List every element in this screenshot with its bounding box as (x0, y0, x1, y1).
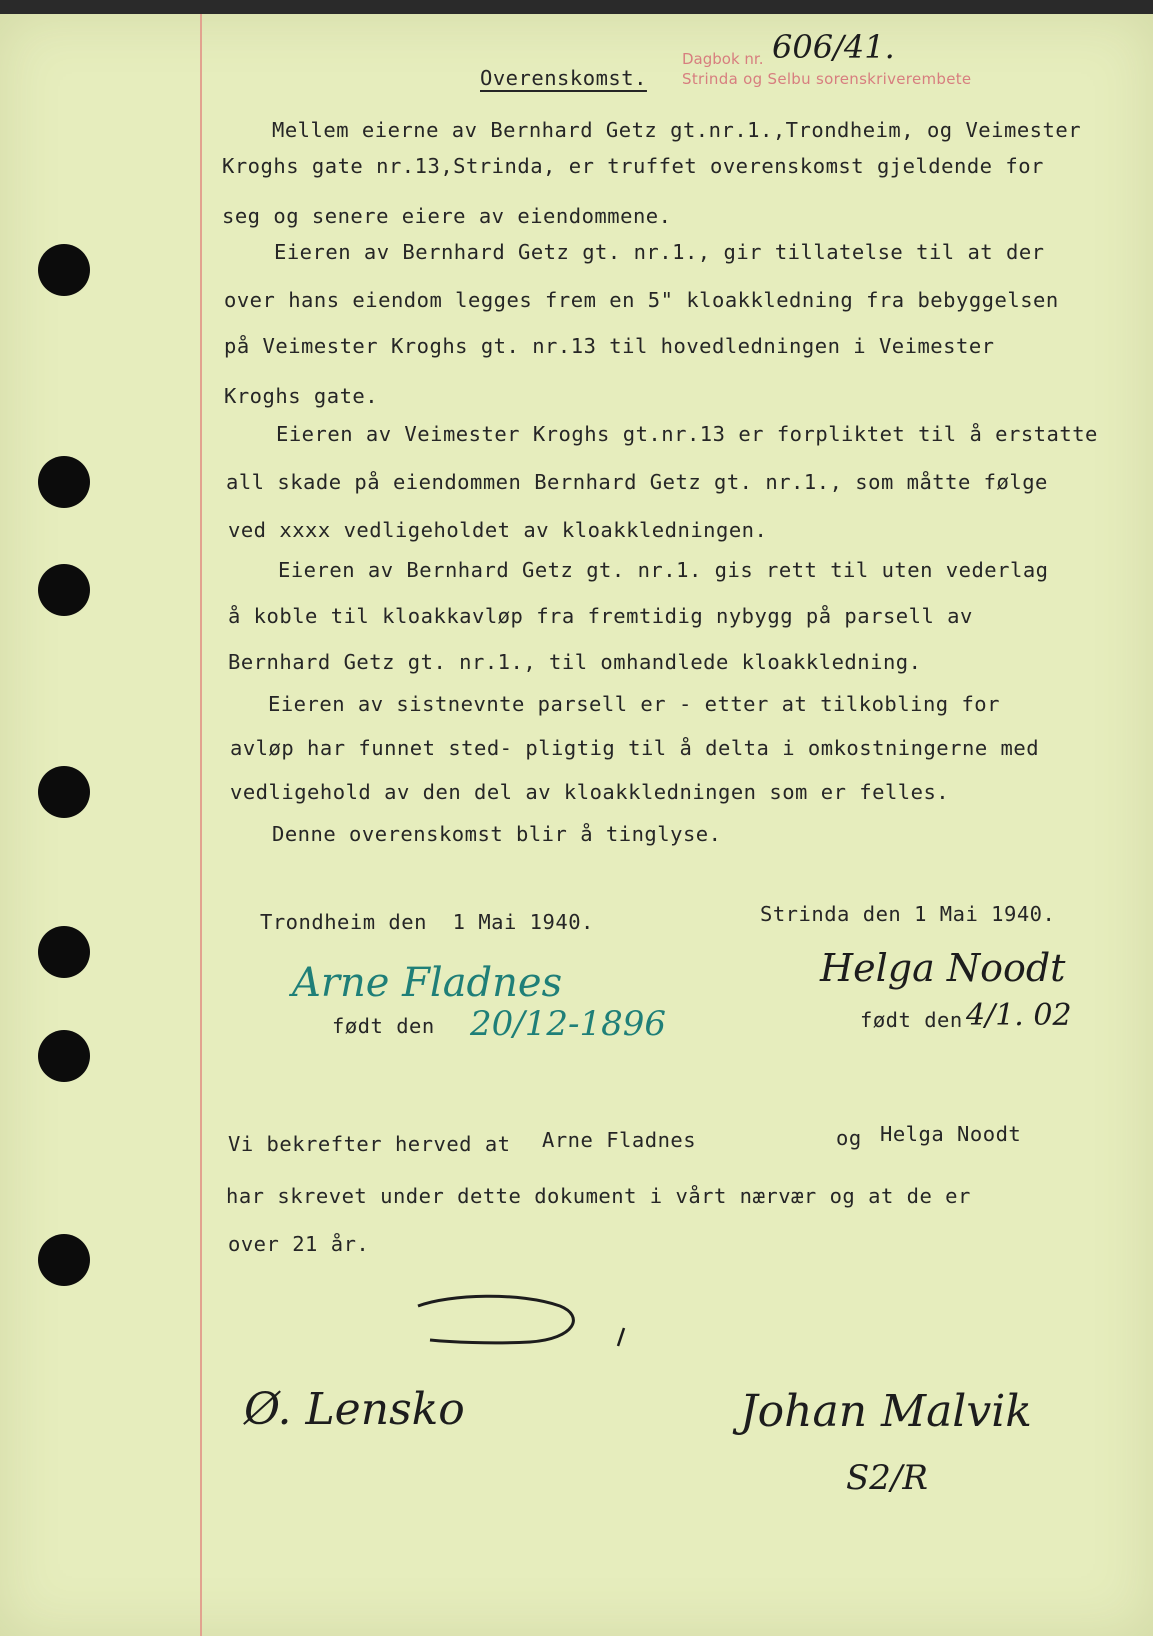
registry-stamp-label: Dagbok nr. (682, 50, 764, 68)
body-line: avløp har funnet sted- pligtig til å delta i omkostningerne med (230, 736, 1040, 760)
confirm-line-2: har skrevet under dette dokument i vårt nærvær og at de er (226, 1184, 971, 1208)
body-line: Kroghs gate nr.13,Strinda, er truffet overenskomst gjeldende for (222, 154, 1044, 178)
registry-number: 606/41. (772, 28, 895, 66)
body-line: ved xxxx vedligeholdet av kloakkledningen. (228, 518, 768, 542)
body-line: Denne overenskomst blir å tinglyse. (272, 822, 722, 846)
body-line: Eieren av Veimester Kroghs gt.nr.13 er forpliktet til å erstatte (276, 422, 1098, 446)
punch-hole (38, 244, 90, 296)
body-line: Eieren av Bernhard Getz gt. nr.1. gis rett til uten vederlag (278, 558, 1049, 582)
confirm-line-1a: Vi bekrefter herved at (228, 1132, 511, 1156)
signature-right: Helga Noodt (820, 946, 1066, 990)
witness-note: S2/R (846, 1458, 928, 1498)
confirm-og: og (836, 1126, 862, 1150)
punch-hole (38, 1030, 90, 1082)
born-date-right: 4/1. 02 (966, 998, 1072, 1033)
body-line: Eieren av sistnevnte parsell er - etter at tilkobling for (268, 692, 1000, 716)
body-line: all skade på eiendommen Bernhard Getz gt. nr.1., som måtte følge (226, 470, 1048, 494)
born-label-right: født den (860, 1008, 963, 1032)
punch-hole (38, 564, 90, 616)
margin-line (200, 14, 202, 1636)
body-line: Bernhard Getz gt. nr.1., til omhandlede kloakkledning. (228, 650, 922, 674)
born-date-left: 20/12-1896 (470, 1004, 666, 1044)
born-label-left: født den (332, 1014, 435, 1038)
registry-stamp-court: Strinda og Selbu sorenskriverembete (682, 70, 972, 88)
body-line: Eieren av Bernhard Getz gt. nr.1., gir tillatelse til at der (274, 240, 1045, 264)
punch-hole (38, 926, 90, 978)
witness-signature-left: Ø. Lensko (244, 1384, 465, 1435)
confirm-line-3: over 21 år. (228, 1232, 370, 1256)
witness-mark (410, 1284, 630, 1354)
witness-signature-right: Johan Malvik (740, 1386, 1032, 1437)
body-line: på Veimester Kroghs gt. nr.13 til hovedledningen i Veimester (224, 334, 995, 358)
confirm-name-2: Helga Noodt (880, 1122, 1022, 1146)
signature-left: Arne Fladnes (292, 960, 563, 1006)
body-line: vedligehold av den del av kloakkledningen som er felles. (230, 780, 950, 804)
body-line: å koble til kloakkavløp fra fremtidig nybygg på parsell av (228, 604, 973, 628)
document-page (0, 14, 1153, 1636)
document-title: Overenskomst. (480, 66, 647, 90)
punch-hole (38, 1234, 90, 1286)
confirm-name-1: Arne Fladnes (542, 1128, 697, 1152)
body-line: Kroghs gate. (224, 384, 379, 408)
body-line: Mellem eierne av Bernhard Getz gt.nr.1.,Trondheim, og Veimester (272, 118, 1082, 142)
punch-hole (38, 766, 90, 818)
punch-hole (38, 456, 90, 508)
body-line: seg og senere eiere av eiendommene. (222, 204, 672, 228)
place-date-left: Trondheim den 1 Mai 1940. (260, 910, 594, 934)
body-line: over hans eiendom legges frem en 5" kloakkledning fra bebyggelsen (224, 288, 1059, 312)
place-date-right: Strinda den 1 Mai 1940. (760, 902, 1056, 926)
